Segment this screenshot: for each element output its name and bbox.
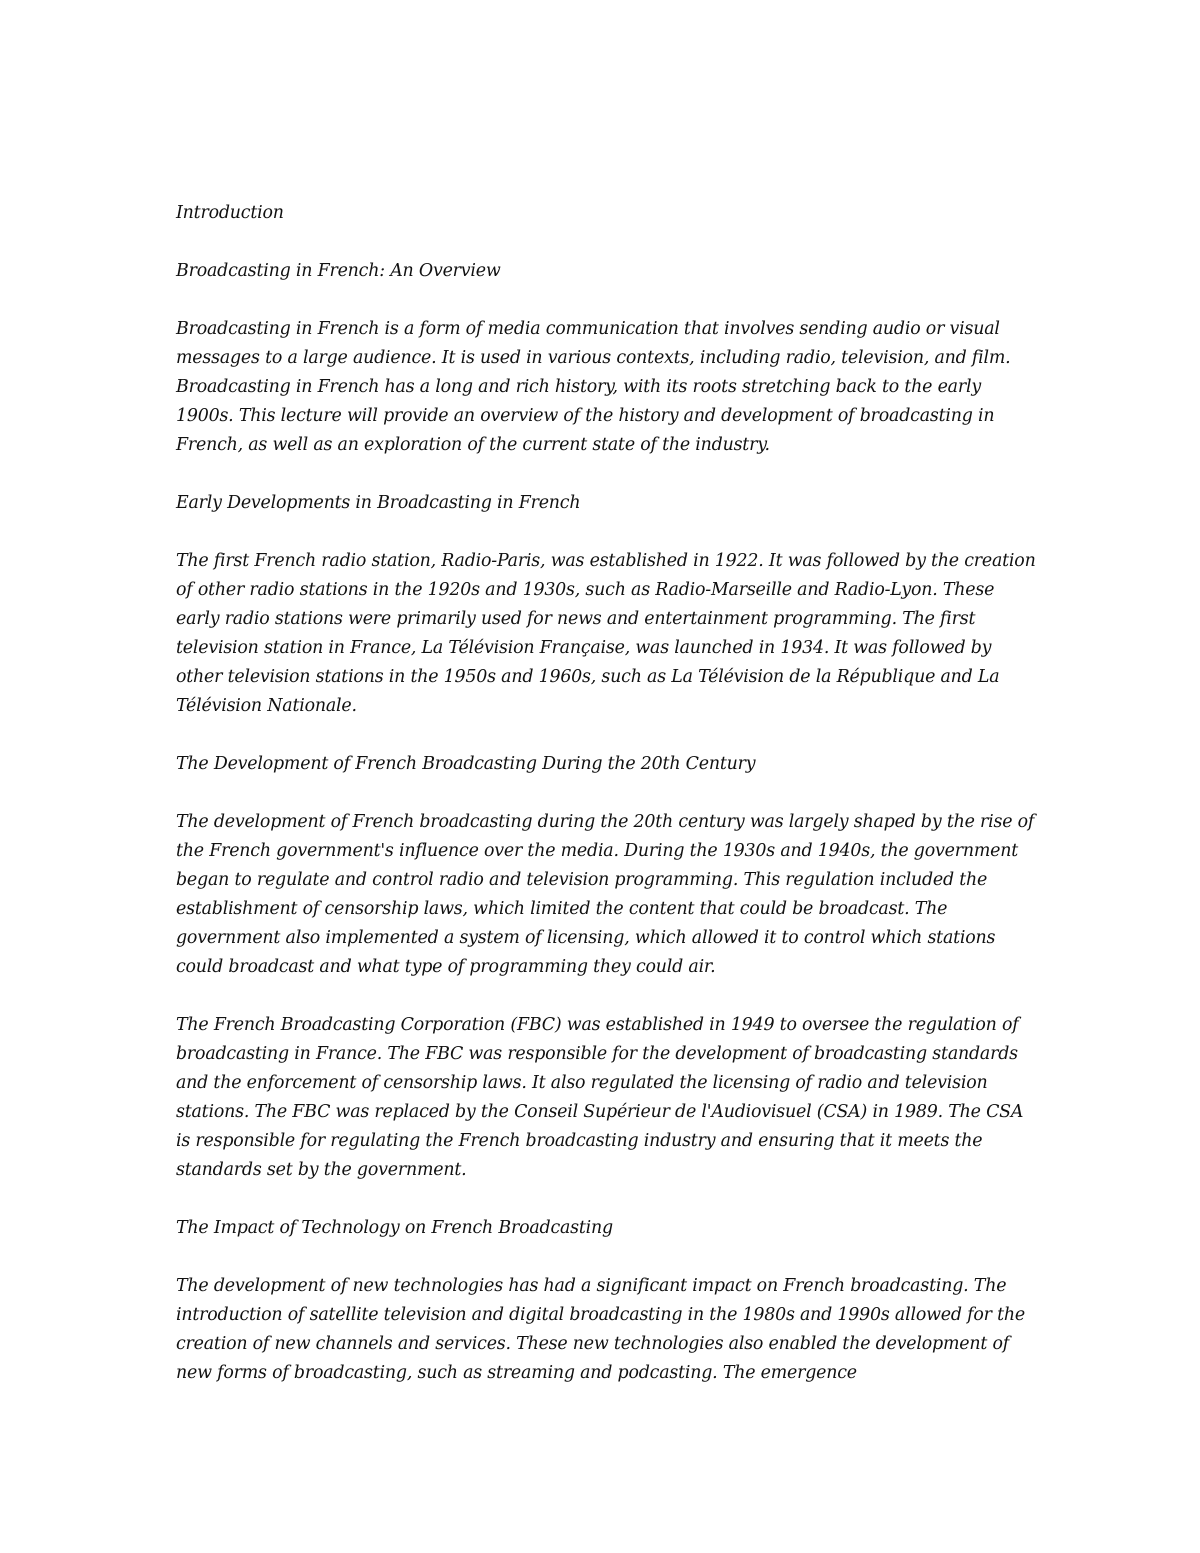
heading-overview: Broadcasting in French: An Overview — [176, 261, 501, 281]
heading-20th-century: The Development of French Broadcasting During the 20th Century — [176, 754, 756, 774]
paragraph-20th-century: The development of French broadcasting during the 20th century was largely shaped by the rise of the French government's influence over the media. During the 1930s and 1940s, the government began to regulate and control radio and television programming. This regulation included the establishment of censorship laws, which limited the content that could be broadcast. The government also implemented a system of licensing, which allowed it to control which stations could broadcast and what type of programming they could air. — [176, 812, 1035, 977]
paragraph-early-developments: The first French radio station, Radio-Paris, was established in 1922. It was followed by the creation of other radio stations in the 1920s and 1930s, such as Radio-Marseille and Radio-Lyon. These early radio stations were primarily used for news and entertainment programming. The first television station in France, La Télévision Française, was launched in 1934. It was followed by other television stations in the 1950s and 1960s, such as La Télévision de la République and La Télévision Nationale. — [176, 551, 1036, 716]
paragraph-fbc: The French Broadcasting Corporation (FBC) was established in 1949 to oversee the regulation of broadcasting in France. The FBC was responsible for the development of broadcasting standards and the enforcement of censorship laws. It also regulated the licensing of radio and television stations. The FBC was replaced by the Conseil Supérieur de l'Audiovisuel (CSA) in 1989. The CSA is responsible for regulating the French broadcasting industry and ensuring that it meets the standards set by the government. — [176, 1015, 1024, 1180]
heading-early-developments: Early Developments in Broadcasting in French — [176, 493, 581, 513]
paragraph-technology: The development of new technologies has had a significant impact on French broadcasting. The introduction of satellite television and digital broadcasting in the 1980s and 1990s allowed for the creation of new channels and services. These new technologies also enabled the development of new forms of broadcasting, such as streaming and podcasting. The emergence — [176, 1276, 1025, 1383]
paragraph-overview: Broadcasting in French is a form of media communication that involves sending audio or visual messages to a large audience. It is used in various contexts, including radio, television, and film. Broadcasting in French has a long and rich history, with its roots stretching back to the early 1900s. This lecture will provide an overview of the history and development of broadcasting in French, as well as an exploration of the current state of the industry. — [176, 319, 1011, 455]
document-body — [176, 199, 1036, 1417]
heading-technology: The Impact of Technology on French Broadcasting — [176, 1218, 613, 1238]
heading-introduction: Introduction — [176, 203, 284, 223]
